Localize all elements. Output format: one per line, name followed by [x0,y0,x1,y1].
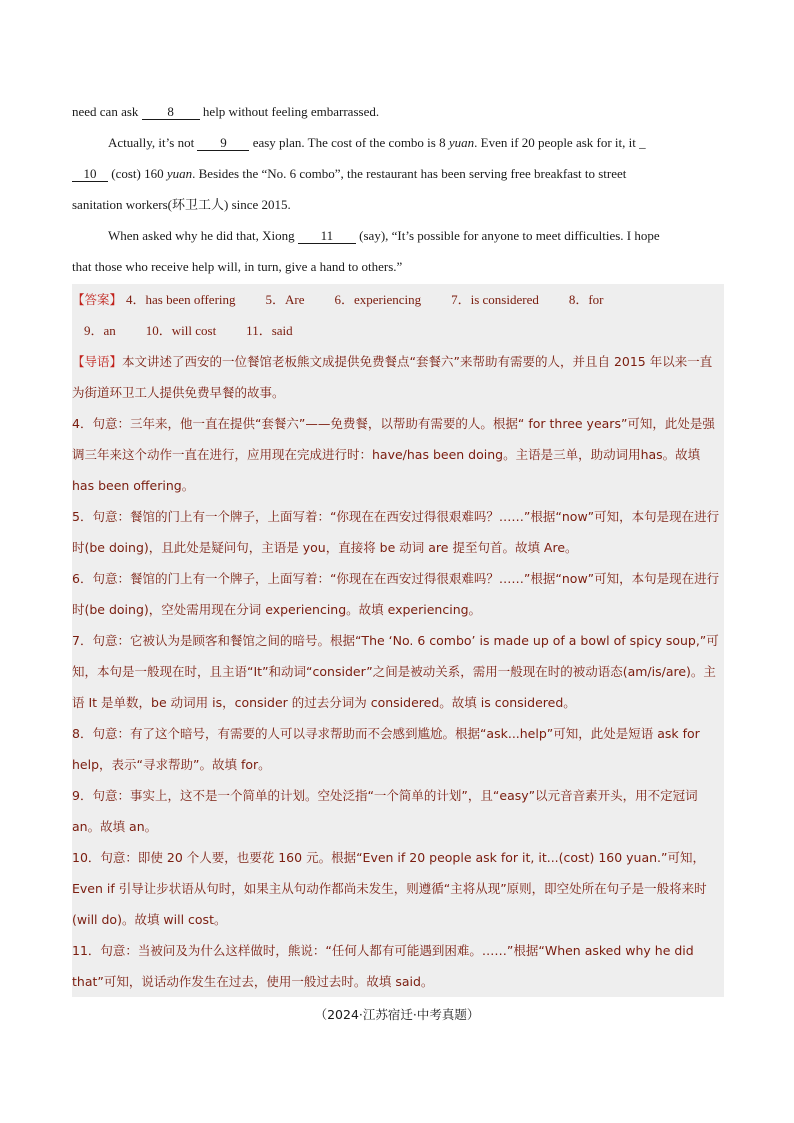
answer-tag: 【答案】 [72,292,123,307]
passage-text: help without feeling embarrassed. [202,104,380,119]
answer-item: 4．has been offering [126,292,236,307]
passage-text: When asked why he did that, Xiong [108,228,298,243]
passage-text: . Even if 20 people ask for it, it [474,135,640,150]
answer-item: 8．for [568,292,604,307]
guide-paragraph [72,346,724,408]
guide-text: 本文讲述了西安的一位餐馆老板熊文成提供免费餐点“套餐六”来帮助有需要的人，并且自 2015 年以来一直为街道环卫工人提供免费早餐的故事。 [72,354,713,400]
answer-item: 6．experiencing [334,292,422,307]
passage-text: easy plan. The cost of the combo is 8 [252,135,449,150]
answer-section [72,284,724,997]
passage-line-4: sanitation workers(环卫工人) since 2015. [72,197,291,212]
passage-line-6: that those who receive help will, in turn, give a hand to others.” [72,259,403,274]
blank-10: 10 [72,167,108,182]
explanation-6: 6．句意：餐馆的门上有一个牌子，上面写着：“你现在在西安过得很艰难吗？……”根据“now”可知，本句是现在进行时(be doing)，空处需用现在分词 experiencing。故填 experiencing。 [72,571,720,617]
source-citation: （2024·江苏宿迁·中考真题） [314,1007,480,1022]
answer-item: 10．will cost [145,323,217,338]
explanation-4: 4．句意：三年来，他一直在提供“套餐六”——免费餐，以帮助有需要的人。根据“ for three years”可知，此处是强调三年来这个动作一直在进行，应用现在完成进行时：have/has been doing。主语是三单，助动词用has。故填 has been offering。 [72,416,715,493]
explanation-8: 8．句意：有了这个暗号，有需要的人可以寻求帮助而不会感到尴尬。根据“ask...help”可知，此处是短语 ask for help，表示“寻求帮助”。故填 for。 [72,726,700,772]
passage-unit: yuan [448,135,475,150]
explanation-10: 10．句意：即使 20 个人要，也要花 160 元。根据“Even if 20 people ask for it, it...(cost) 160 yuan.”可知，Even if 引导让步状语从句时，如果主从句动作都尚未发生，则遵循“主将从现”原则，即空处所在句子是一般将来时(will do)。故填 will cost。 [72,850,707,927]
explanation-7: 7．句意：它被认为是顾客和餐馆之间的暗号。根据“The ‘No. 6 combo’ is made up of a bowl of spicy soup,”可知，本句是一般现在时，且主语“It”和动词“consider”之间是被动关系，需用一般现在时的被动语态(am/is/are)。主语 It 是单数，be 动词用 is，consider 的过去分词为 considered。故填 is considered。 [72,633,719,710]
passage-line-1 [72,96,724,127]
passage-text: . Besides the “No. 6 combo”, the restaurant has been serving free breakfast to street [192,166,627,181]
blank-9: 9 [197,136,249,151]
passage-text: _ [639,135,646,150]
explanation-11: 11．句意：当被问及为什么这样做时，熊说：“任何人都有可能遇到困难。……”根据“When asked why he did that”可知，说话动作发生在过去，使用一般过去时。故填 said。 [72,943,694,989]
passage-line-2 [72,127,724,158]
passage-text: (say), “It’s possible for anyone to meet difficulties. I hope [359,228,660,243]
blank-8: 8 [142,105,200,120]
answer-item: 5．Are [265,292,305,307]
guide-tag: 【导语】 [72,354,123,369]
answer-line-2 [72,315,724,346]
explanation-5: 5．句意：餐馆的门上有一个牌子，上面写着：“你现在在西安过得很艰难吗？……”根据“now”可知，本句是现在进行时(be doing)，且此处是疑问句，主语是 you，直接将 be 动词 are 提至句首。故填 Are。 [72,509,720,555]
passage-line-5 [72,220,724,251]
explanation-9: 9．句意：事实上，这不是一个简单的计划。空处泛指“一个简单的计划”，且“easy”以元音音素开头，用不定冠词 an。故填 an。 [72,788,698,834]
passage-text: (cost) 160 [111,166,167,181]
blank-11: 11 [298,229,356,244]
passage-text: Actually, it’s not [108,135,198,150]
answer-item: 11．said [246,323,293,338]
answer-item: 9．an [84,323,116,338]
passage-text: need can ask [72,104,142,119]
answer-item: 7．is considered [451,292,539,307]
document-page [72,96,724,997]
answer-line-1 [72,284,724,315]
passage-line-3 [72,158,724,189]
passage-unit: yuan [166,166,193,181]
